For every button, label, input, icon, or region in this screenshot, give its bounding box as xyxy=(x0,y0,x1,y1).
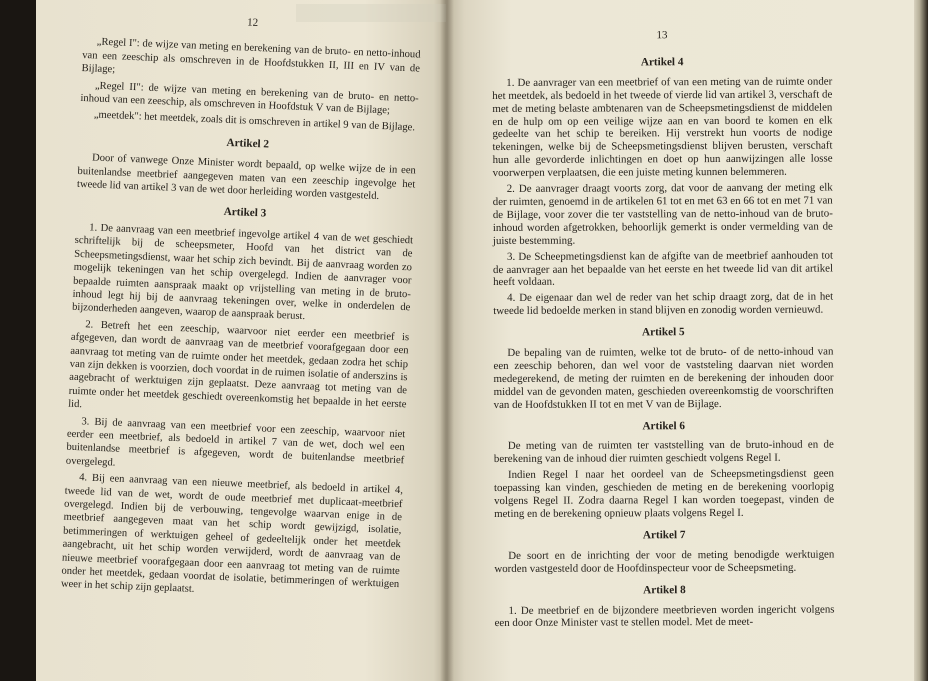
artikel-3-lid-1: 1. De aanvraag van een meetbrief ingevolge artikel 4 van de wet geschiedt schriftelijk bij de scheepsmeter, Hoofd van het district van de Scheepsmetingsdienst, waar het schip zich bevindt. Bij de aanvraag worden zo mogelijk tekeningen van het schip overgelegd. Indien de aanvrager voor bepaalde ruimten aanspraak maakt op vrijstelling van meting in de bruto-inhoud legt hij bij de aanvraag tekeningen over, welke in onderdelen de bijzonderheden aangeven, waarop de aanspraak berust. xyxy=(71,222,414,323)
artikel-4-lid-1: 1. De aanvrager van een meetbrief of van een meting van de ruimte onder het meetdek, als bedoeld in het tweede of vierde lid van artikel 3, verschaft de met de meting belaste ambtenaren van de Scheepsmetingsdienst de middelen en de hulp om op een veilige wijze aan en van boord te komen en elk gedeelte van het schip te bereiken. Hij verstrekt hun voorts de nodige tekeningen, welke bij de Scheepsmetingsdienst blijven berusten, verschaft hun alle gevorderde inlichtingen en doet op hun aanwijzingen alle losse voorwerpen verplaatsen, die een juiste meting kunnen belemmeren. xyxy=(492,75,833,180)
artikel-7-title: Artikel 7 xyxy=(642,529,686,542)
artikel-8-title: Artikel 8 xyxy=(643,583,686,596)
artikel-5-text: De bepaling van de ruimten, welke tot de bruto- of de netto-inhoud van een zeeschip behoren, dan wel voor de vaststeling daarvan niet worden medegerekend, de meting der ruimten en de berekening der inhouden door middel van de gevonden maten, geschieden overeenkomstig de voorschriften van de Hoofdstukken II tot en met V van de Bijlage. xyxy=(493,345,834,411)
artikel-7-text: De soort en de inrichting der voor de meting benodigde werktuigen worden vastgesteld door de Hoofdinspecteur voor de Scheepsmeting. xyxy=(494,548,835,575)
right-page-text xyxy=(492,29,835,634)
definition-meetdek: „meetdek": het meetdek, zoals dit is omschreven in artikel 9 van de Bijlage. xyxy=(93,109,416,134)
artikel-4-title: Artikel 4 xyxy=(640,56,684,69)
left-page-text xyxy=(61,10,422,608)
artikel-5-title: Artikel 5 xyxy=(641,326,685,339)
artikel-6-title: Artikel 6 xyxy=(642,419,686,432)
artikel-4-lid-2: 2. De aanvrager draagt voorts zorg, dat voor de aanvang der meting elk der ruimten, genoemd in de artikelen 61 tot en met 63 en 66 tot en met 71 van de Bijlage, voor zover die ter vaststelling van de netto-inhoud van de bruto-inhoud worden afgetrokken, behoorlijk gemerkt is onder vermelding van de juiste bestemming. xyxy=(492,181,833,247)
artikel-3-lid-3: 3. Bij de aanvraag van een meetbrief voor een zeeschip, waarvoor niet eerder een meetbrief, als bedoeld in artikel 7 van de wet, doch wel een buitenlandse meetbrief is afgegeven, wordt de buitenlandse meetbrief overgelegd. xyxy=(65,415,406,469)
definition-regel-2: „Regel II": de wijze van meting en berekening van de bruto- en netto-inhoud van een zeeschip, als omschreven in Hoofdstuk V van de Bijlage; xyxy=(80,80,419,117)
artikel-3-lid-4: 4. Bij een aanvraag van een nieuwe meetbrief, als bedoeld in artikel 4, tweede lid van de wet, wordt de oude meetbrief met duplicaat-meetbrief overgelegd. Indien bij de verbouwing, tengevolge waarvan enige in de meetbrief aangegeven maat van het schip wordt gewijzigd, isolatie, betimmeringen of werktuigen geheel of gedeeltelijk onder het meetdek aangebracht, uit het schip worden verwijderd, wordt de aanvraag van de nieuwe meetbrief voorafgegaan door een aanvraag tot meting van de ruimte onder het meetdek, gedaan voordat de isolatie, betimmeringen of werktuigen weer in het schip zijn geplaatst. xyxy=(60,472,404,596)
artikel-6-para-1: De meting van de ruimten ter vaststelling van de bruto-inhoud en de berekening van de inhoud dier ruimten geschiedt volgens Regel I. xyxy=(493,438,834,466)
artikel-2-title: Artikel 2 xyxy=(226,136,270,151)
book-gutter xyxy=(440,0,454,681)
artikel-3-title: Artikel 3 xyxy=(223,206,267,220)
page-number-left: 12 xyxy=(246,16,259,29)
artikel-6-para-2: Indien Regel I naar het oordeel van de Scheepsmetingsdienst geen toepassing kan vinden, geschieden de meting en de berekening voorlopig volgens Regel II. Zodra daarna Regel I kan worden toegepast, vinden de meting en de berekening opnieuw plaats volgens Regel I. xyxy=(493,467,835,520)
artikel-3-lid-2: 2. Betreft het een zeeschip, waarvoor niet eerder een meetbrief is afgegeven, dan wordt de aanvraag van de meetbrief voorafgegaan door een aanvraag tot meting van de ruimte onder het meetdek, gedaan zodra het schip van zijn dekken is voorzien, doch voordat in de ruimen isolatie of anderszins is aagebracht of werktuigen zijn geplaatst. Deze aanvraag tot meting van de ruimte onder het meetdek geschiedt overeenkomstig het bepaalde in het eerste lid. xyxy=(67,319,410,411)
page-edges xyxy=(914,0,928,681)
page-number-right: 13 xyxy=(656,29,668,42)
artikel-4-lid-3: 3. De Scheepmetingsdienst kan de afgifte van de meetbrief aanhouden tot de aanvrager aan het bepaalde van het eerste en het tweede lid van dit artikel heeft voldaan. xyxy=(493,249,834,289)
definition-regel-1: „Regel I": de wijze van meting en berekening van de bruto- en netto-inhoud van een zeeschip als omschreven in de Hoofdstukken II, III en IV van de Bijlage; xyxy=(81,36,421,76)
artikel-8-lid-1: 1. De meetbrief en de bijzondere meetbrieven worden ingericht volgens een door Onze Minister vast te stellen model. Met de meet- xyxy=(494,603,835,630)
artikel-4-lid-4: 4. De eigenaar dan wel de reder van het schip draagt zorg, dat de in het tweede lid bedoelde merken in stand blijven en zonodig worden vernieuwd. xyxy=(493,290,834,318)
artikel-2-text: Door of vanwege Onze Minister wordt bepaald, op welke wijze de in een buitenlandse meetbrief aangegeven maten van een zeeschip ingevolge het tweede lid van artikel 3 van de wet door herleiding worden vastgesteld. xyxy=(76,152,417,203)
